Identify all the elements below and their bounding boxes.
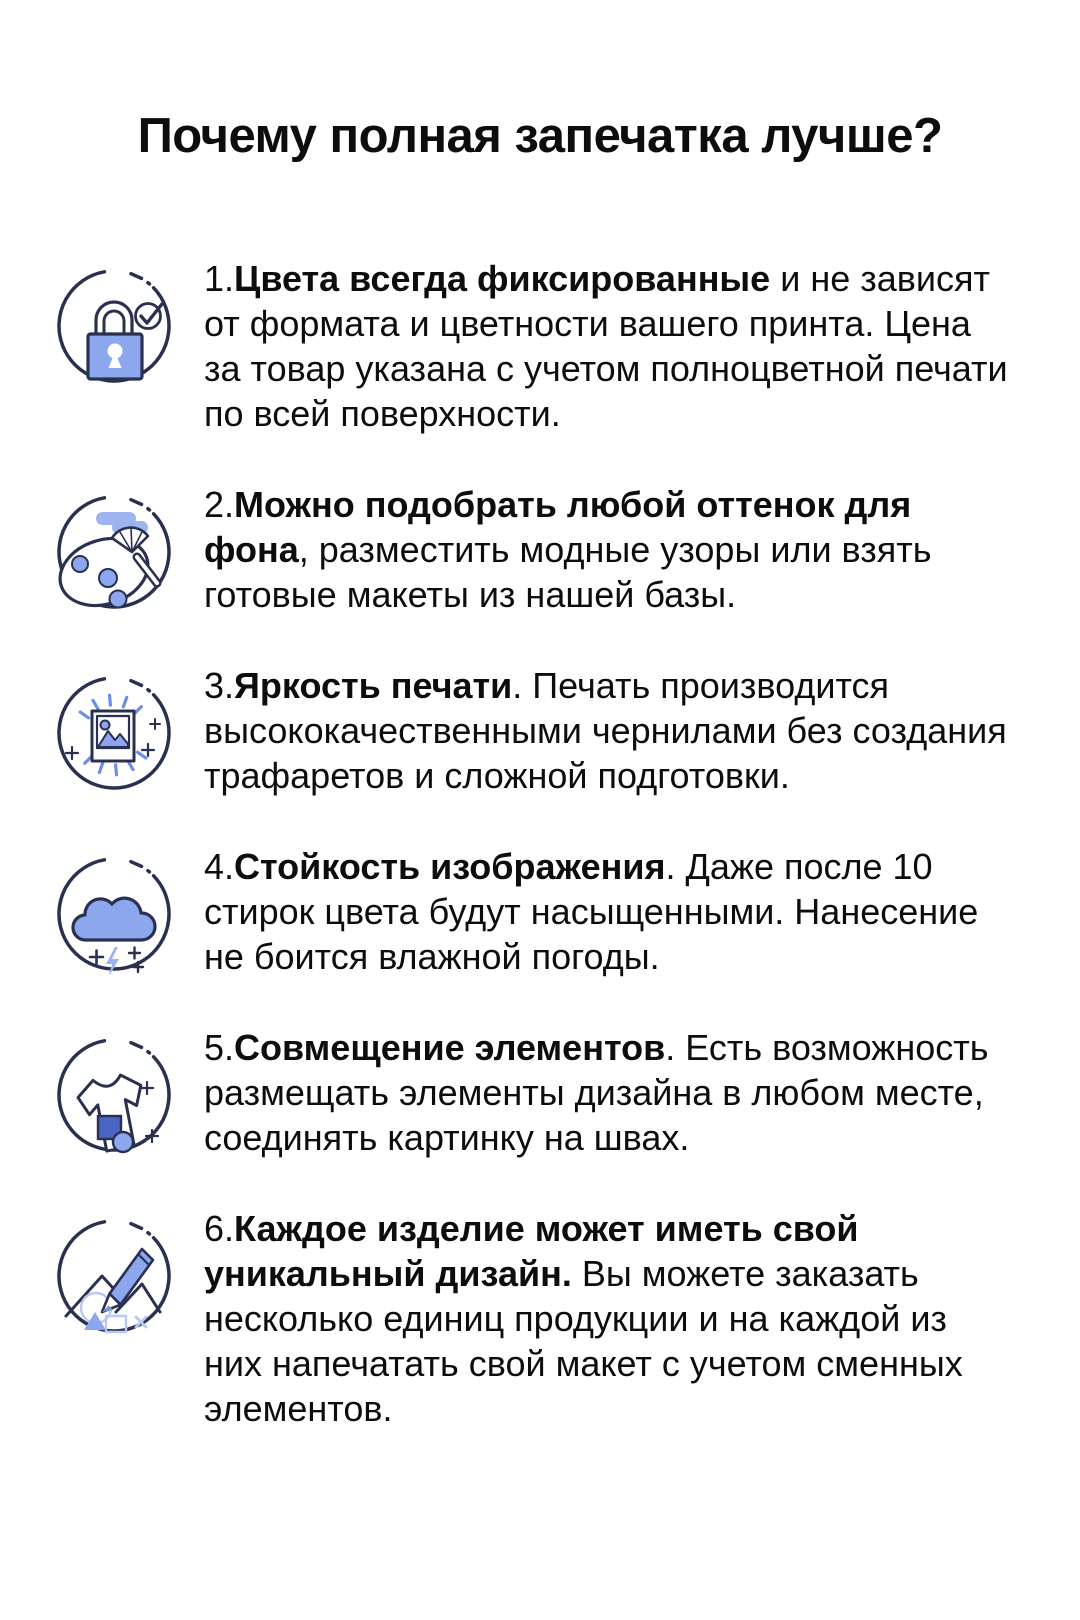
benefits-list [0, 256, 1080, 1431]
lock-check-icon [52, 262, 176, 386]
benefit-regular: и не зависят от формата и цветности вашего принта. Цена за товар указана с учетом полноцветной печати по всей поверхности. [204, 258, 1008, 434]
tshirt-design-elements-icon [52, 1031, 176, 1155]
benefit-regular: . Даже после 10 стирок цвета будут насыщенными. Нанесение не боится влажной погоды. [204, 846, 979, 977]
benefit-text-3 [204, 663, 1010, 798]
benefit-item-1 [52, 256, 1010, 436]
benefit-bold: Яркость печати [234, 665, 513, 706]
benefit-number: 5. [204, 1027, 235, 1068]
benefit-number: 6. [204, 1208, 235, 1249]
print-brightness-icon [52, 669, 176, 793]
benefit-bold: Цвета всегда фиксированные [234, 258, 771, 299]
benefit-text-6 [204, 1206, 1010, 1431]
benefit-item-4 [52, 844, 1010, 979]
benefit-number: 2. [204, 484, 235, 525]
benefit-regular: , разместить модные узоры или взять готовые макеты из нашей базы. [204, 529, 932, 615]
benefit-item-6 [52, 1206, 1010, 1431]
benefit-bold: Каждое изделие может иметь свой уникальный дизайн. [204, 1208, 859, 1294]
pencil-unique-design-icon [52, 1212, 176, 1336]
benefit-regular: Вы можете заказать несколько единиц продукции и на каждой из них напечатать свой макет с учетом сменных элементов. [204, 1253, 963, 1429]
benefit-bold: Можно подобрать любой оттенок для фона [204, 484, 912, 570]
benefit-text-2 [204, 482, 1010, 617]
palette-brush-icon [52, 488, 176, 612]
benefit-bold: Стойкость изображения [234, 846, 666, 887]
benefit-number: 3. [204, 665, 235, 706]
benefit-text-1 [204, 256, 1010, 436]
benefit-item-2 [52, 482, 1010, 617]
benefit-regular: . Печать производится высококачественными чернилами без создания трафаретов и сложной подготовки. [204, 665, 1007, 796]
benefit-bold: Совмещение элементов [234, 1027, 666, 1068]
benefit-number: 4. [204, 846, 235, 887]
benefit-item-3 [52, 663, 1010, 798]
benefit-item-5 [52, 1025, 1010, 1160]
page-title: Почему полная запечатка лучше? [137, 109, 943, 163]
benefit-text-4 [204, 844, 1010, 979]
benefit-regular: . Есть возможность размещать элементы дизайна в любом месте, соединять картинку на швах. [204, 1027, 989, 1158]
benefit-text-5 [204, 1025, 1010, 1160]
benefit-number: 1. [204, 258, 235, 299]
weather-resistance-icon [52, 850, 176, 974]
